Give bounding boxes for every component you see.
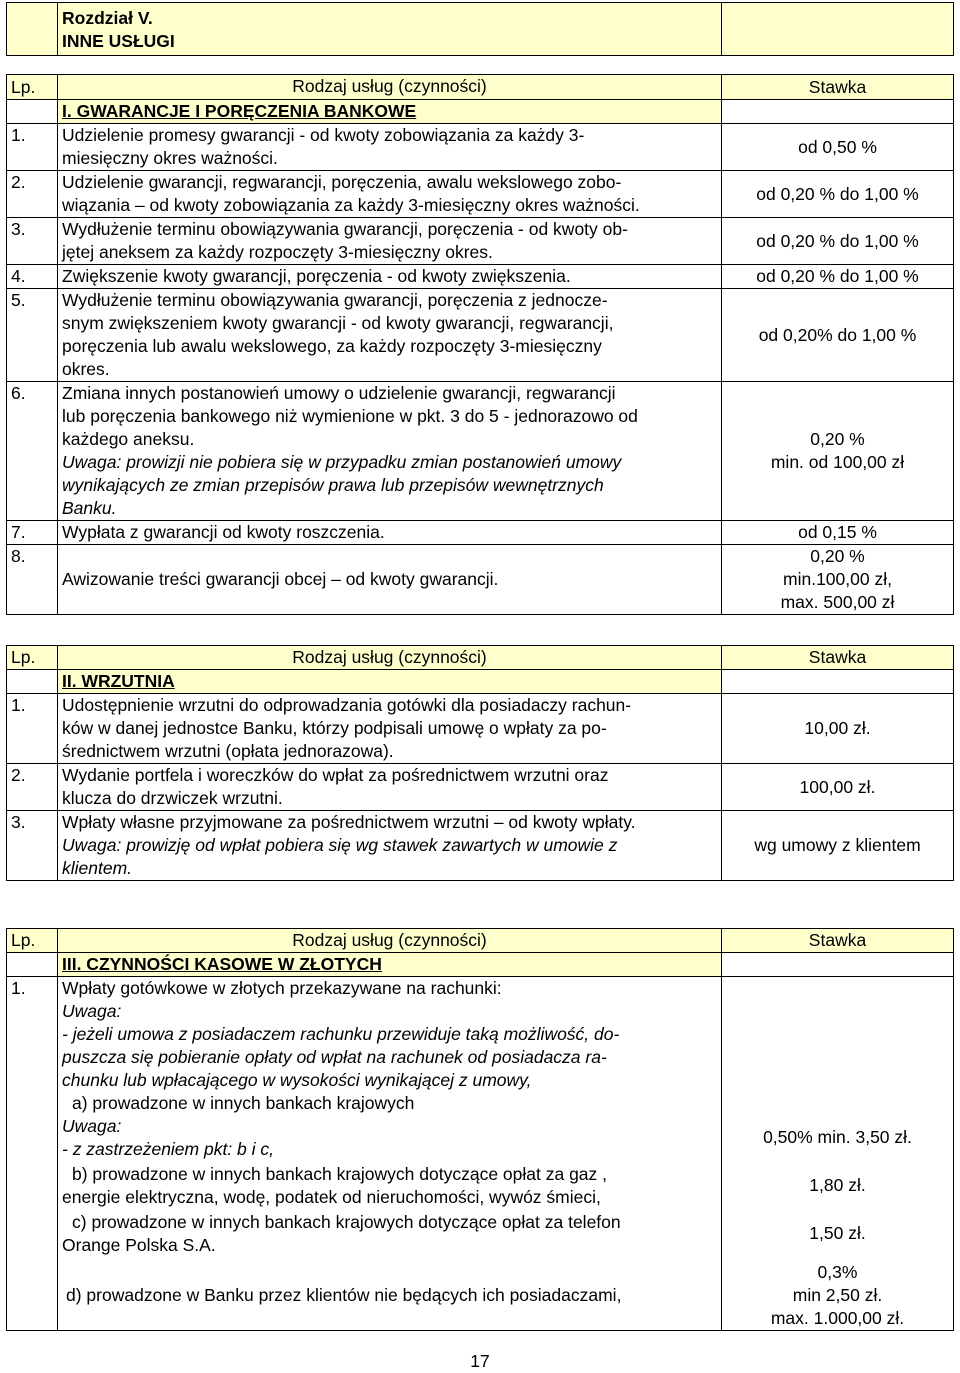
- table-row: 8. Awizowanie treści gwarancji obcej – od kwoty gwarancji. 0,20 % min.100,00 zł, max. 500,00 zł: [7, 545, 954, 615]
- table-row: 2. Udzielenie gwarancji, regwarancji, poręczenia, awalu wekslowego zobo- wiązania – od kwoty zobowiązania za każdy 3-miesięczny okres ważności. od 0,20 % do 1,00 %: [7, 171, 954, 218]
- chapter-table: [6, 2, 954, 56]
- rate: wg umowy z klientem: [722, 811, 954, 881]
- rate: 1,50 zł.: [722, 1209, 954, 1257]
- chapter-number: Rozdział V.: [62, 8, 153, 28]
- rate: 0,50% min. 3,50 zł.: [722, 1092, 954, 1161]
- section-title: I. GWARANCJE I PORĘCZENIA BANKOWE: [58, 100, 722, 124]
- rate: 100,00 zł.: [722, 764, 954, 811]
- header-lp: Lp.: [7, 75, 58, 100]
- table-row: 1. Udostępnienie wrzutni do odprowadzania gotówki dla posiadaczy rachun- ków w danej jednostce Banku, którzy podpisali umowę o wpłaty za po- średnictwem wrzutni (opłata jednorazowa). 10,00 zł.: [7, 694, 954, 764]
- table-header: [7, 75, 954, 100]
- list-item: c) prowadzone w innych bankach krajowych dotyczące opłat za telefon Orange Polska S.A. 1,50 zł.: [7, 1209, 954, 1257]
- chapter-title: INNE USŁUGI: [62, 31, 175, 51]
- note: Uwaga: prowizji nie pobiera się w przypadku zmian postanowień umowy wynikających ze zmian przepisów prawa lub przepisów wewnętrznych Banku.: [62, 452, 622, 518]
- table-row: 6. Zmiana innych postanowień umowy o udzielenie gwarancji, regwarancji lub poręczenia bankowego niż wymienione w pkt. 3 do 5 - jednorazowo od każdego aneksu. Uwaga: prowizji nie pobiera się w przypadku zmian postanowień umowy wynikających ze zmian przepisów prawa lub przepisów wewnętrznych Banku. 0,20 % min. od 100,00 zł: [7, 382, 954, 521]
- rate: od 0,20 % do 1,00 %: [722, 218, 954, 265]
- rate: 0,20 % min. od 100,00 zł: [722, 382, 954, 521]
- section-wrzutnia-table: [6, 645, 954, 881]
- page-number: 17: [470, 1351, 490, 1371]
- table-row: 3. Wpłaty własne przyjmowane za pośrednictwem wrzutni – od kwoty wpłaty. Uwaga: prowizję od wpłat pobiera się wg stawek zawartych w umowie z klientem. wg umowy z klientem: [7, 811, 954, 881]
- rate: 10,00 zł.: [722, 694, 954, 764]
- section-cash-table: [6, 928, 954, 1331]
- table-row: 4. Zwiększenie kwoty gwarancji, poręczenia - od kwoty zwiększenia. od 0,20 % do 1,00 %: [7, 265, 954, 289]
- rate: od 0,20% do 1,00 %: [722, 289, 954, 382]
- rate: 0,20 % min.100,00 zł, max. 500,00 zł: [722, 545, 954, 615]
- note: Uwaga: prowizję od wpłat pobiera się wg stawek zawartych w umowie z klientem.: [62, 835, 618, 878]
- table-row: 1. Wpłaty gotówkowe w złotych przekazywane na rachunki: Uwaga: - jeżeli umowa z posiadaczem rachunku przewiduje taką możliwość, do- puszcza się pobieranie opłaty od wpłat na rachunek od posiadacza ra- chunku lub wpłacającego w wysokości wynikającej z umowy,: [7, 977, 954, 1093]
- table-header: Lp. Rodzaj usług (czynności) Stawka: [7, 646, 954, 670]
- table-header: Lp. Rodzaj usług (czynności) Stawka: [7, 929, 954, 953]
- table-row: 2. Wydanie portfela i woreczków do wpłat za pośrednictwem wrzutni oraz klucza do drzwiczek wrzutni. 100,00 zł.: [7, 764, 954, 811]
- section-title: II. WRZUTNIA: [58, 670, 722, 694]
- rate: od 0,15 %: [722, 521, 954, 545]
- rate: od 0,50 %: [722, 124, 954, 171]
- list-item: d) prowadzone w Banku przez klientów nie będących ich posiadaczami, 0,3% min 2,50 zł. max. 1.000,00 zł.: [7, 1257, 954, 1331]
- header-stawka: Stawka: [722, 75, 954, 100]
- header-rodzaj: Rodzaj usług (czynności): [58, 75, 722, 100]
- rate: 0,3% min 2,50 zł. max. 1.000,00 zł.: [722, 1257, 954, 1331]
- table-row: 5. Wydłużenie terminu obowiązywania gwarancji, poręczenia z jednocze- snym zwiększeniem kwoty gwarancji - od kwoty gwarancji, regwarancji, poręczenia lub awalu wekslowego, za każdy rozpoczęty 3-miesięczny okres. od 0,20% do 1,00 %: [7, 289, 954, 382]
- list-item: a) prowadzone w innych bankach krajowych Uwaga: - z zastrzeżeniem pkt: b i c, 0,50% min. 3,50 zł.: [7, 1092, 954, 1161]
- rate: od 0,20 % do 1,00 %: [722, 265, 954, 289]
- section-title: III. CZYNNOŚCI KASOWE W ZŁOTYCH: [58, 953, 722, 977]
- table-row: 7. Wypłata z gwarancji od kwoty roszczenia. od 0,15 %: [7, 521, 954, 545]
- table-row: 3. Wydłużenie terminu obowiązywania gwarancji, poręczenia - od kwoty ob- jętej aneksem za każdy rozpoczęty 3-miesięczny okres. od 0,20 % do 1,00 %: [7, 218, 954, 265]
- rate: od 0,20 % do 1,00 %: [722, 171, 954, 218]
- rate: 1,80 zł.: [722, 1161, 954, 1209]
- section-guarantees-table: [6, 74, 954, 615]
- table-row: 1. Udzielenie promesy gwarancji - od kwoty zobowiązania za każdy 3- miesięczny okres ważności. od 0,50 %: [7, 124, 954, 171]
- list-item: b) prowadzone w innych bankach krajowych dotyczące opłat za gaz , energie elektryczna, wodę, podatek od nieruchomości, wywóz śmieci, 1,80 zł.: [7, 1161, 954, 1209]
